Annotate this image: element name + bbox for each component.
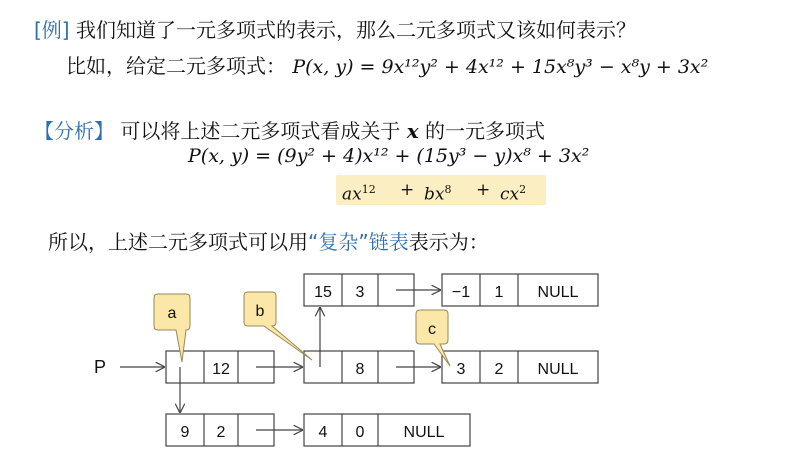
plus-2: +: [476, 180, 491, 200]
callout-a-label: a: [167, 305, 177, 322]
conclusion-highlight: “复杂”链表: [308, 230, 409, 254]
callout-c: [416, 310, 450, 366]
term-a: $ax^{12}$: [342, 183, 376, 205]
node-c-next: NULL: [537, 361, 579, 378]
callout-b-label: b: [255, 303, 265, 320]
analysis-tag: 【分析】: [34, 119, 114, 143]
example-question: 我们知道了一元多项式的表示，那么二元多项式又该如何表示？: [75, 18, 636, 42]
node-4-0: [304, 414, 470, 446]
analysis-text2: 的一元多项式: [425, 119, 546, 143]
node-15-coef: 15: [314, 284, 332, 301]
node-c-coef: 3: [456, 361, 466, 378]
callout-b: [244, 292, 312, 360]
node-4-coef: 4: [318, 424, 328, 441]
analysis-formula: P(x, y) = (9y² + 4)x¹² + (15y³ − y)x⁸ + 3x²: [188, 145, 590, 167]
node-b-exp: 8: [355, 361, 365, 378]
head-pointer-label: P: [93, 357, 107, 377]
node-neg1-exp: 1: [494, 284, 504, 301]
given-formula: P(x, y) = 9x¹²y² + 4x¹² + 15x⁸y³ − x⁸y + 3x²: [292, 56, 709, 78]
analysis-var: x: [406, 119, 419, 143]
node-9-exp: 2: [216, 424, 226, 441]
node-4-next: NULL: [403, 424, 445, 441]
given-label: 比如，给定二元多项式：: [66, 54, 286, 78]
conclusion-text1: 所以，上述二元多项式可以用: [48, 230, 308, 254]
node-neg1-coef: −1: [451, 284, 471, 301]
plus-1: +: [400, 180, 415, 200]
node-c-exp: 2: [494, 361, 504, 378]
example-tag: [例]: [34, 18, 70, 42]
node-4-exp: 0: [355, 424, 365, 441]
node-15-exp: 3: [355, 284, 365, 301]
node-9-coef: 9: [180, 424, 190, 441]
node-a-exp: 12: [212, 361, 230, 378]
callout-c-label: c: [428, 321, 436, 338]
node-neg1-next: NULL: [537, 284, 579, 301]
term-b: $bx^8$: [424, 183, 452, 205]
analysis-text: 可以将上述二元多项式看成关于: [120, 119, 401, 143]
term-c: $cx^2$: [500, 183, 527, 205]
conclusion-text2: 表示为：: [408, 230, 489, 254]
